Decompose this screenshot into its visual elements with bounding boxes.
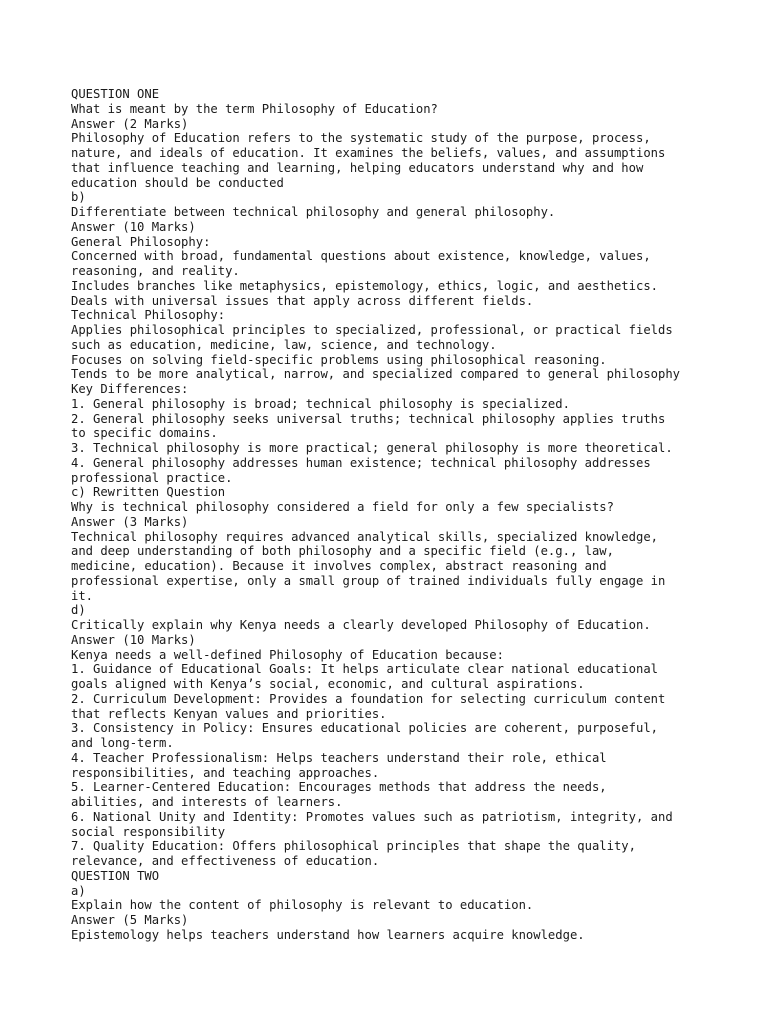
text-line: Key Differences: [71,382,189,396]
text-line: 1. Guidance of Educational Goals: It helps articulate clear national educational [71,662,658,677]
text-line: General Philosophy: [71,234,211,249]
text-line: 4. Teacher Professionalism: Helps teachers understand their role, ethical [71,750,607,765]
text-line: Epistemology helps teachers understand how learners acquire knowledge. [71,927,585,942]
text-line: QUESTION TWO [71,868,160,883]
text-line: Answer (2 Marks) [71,116,189,131]
text-line: responsibilities, and teaching approaches. [71,765,380,780]
text-line: Technical philosophy requires advanced analytical skills, specialized knowledge, [71,529,658,544]
text-line: Explain how the content of philosophy is relevant to education. [71,898,534,913]
text-line: and deep understanding of both philosophy and a specific field (e.g., law, [71,544,614,559]
text-line: social responsibility [71,824,226,839]
text-line: to specific domains. [71,426,218,441]
text-line: relevance, and effectiveness of education. [71,854,380,868]
text-line: Includes branches like metaphysics, epistemology, ethics, logic, and aesthetics. [71,278,658,293]
text-line: Why is technical philosophy considered a field for only a few specialists? [71,500,614,514]
text-line: Answer (5 Marks) [71,913,189,927]
text-line: 7. Quality Education: Offers philosophical principles that shape the quality, [71,839,636,854]
text-line: goals aligned with Kenya’s social, economic, and cultural aspirations. [71,677,585,691]
text-line: 2. General philosophy seeks universal truths; technical philosophy applies truths [71,411,666,426]
text-line: Differentiate between technical philosophy and general philosophy. [71,205,556,219]
text-line: it. [71,588,94,603]
text-line: Kenya needs a well-defined Philosophy of Education because: [71,647,504,662]
text-line: 4. General philosophy addresses human existence; technical philosophy addresses [71,455,651,470]
text-line: 3. Technical philosophy is more practical; general philosophy is more theoretical. [71,441,673,455]
text-line: that reflects Kenyan values and priorities. [71,706,387,721]
text-line: Philosophy of Education refers to the systematic study of the purpose, process, [71,131,651,146]
text-line: Focuses on solving field-specific problems using philosophical reasoning. [71,352,607,367]
text-line: Answer (10 Marks) [71,219,196,234]
text-line: that influence teaching and learning, helping educators understand why and how [71,160,644,175]
text-line: Answer (3 Marks) [71,514,189,529]
text-line: 1. General philosophy is broad; technical philosophy is specialized. [71,396,570,411]
text-line: 5. Learner-Centered Education: Encourages methods that address the needs, [71,780,607,795]
text-line: medicine, education). Because it involves complex, abstract reasoning and [71,559,607,573]
text-line: QUESTION ONE [71,87,160,101]
text-line: abilities, and interests of learners. [71,795,343,809]
text-line: c) Rewritten Question [71,485,226,500]
text-line: 3. Consistency in Policy: Ensures educational policies are coherent, purposeful, [71,721,658,736]
text-line: Answer (10 Marks) [71,632,196,647]
document-body [71,87,711,943]
text-line: Tends to be more analytical, narrow, and specialized compared to general philosophy [71,367,681,382]
text-line: professional practice. [71,470,233,485]
text-line: Technical Philosophy: [71,308,226,323]
text-line: 6. National Unity and Identity: Promotes values such as patriotism, integrity, and [71,809,673,824]
text-line: b) [71,190,86,205]
text-line: d) [71,603,86,618]
text-line: such as education, medicine, law, science, and technology. [71,337,497,352]
text-line: professional expertise, only a small group of trained individuals fully engage in [71,573,666,588]
text-line: Deals with universal issues that apply across different fields. [71,293,534,308]
text-line: Critically explain why Kenya needs a clearly developed Philosophy of Education. [71,618,651,632]
text-line: Applies philosophical principles to specialized, professional, or practical fields [71,323,673,337]
text-line: nature, and ideals of education. It examines the beliefs, values, and assumptions [71,146,666,160]
text-line: Concerned with broad, fundamental questions about existence, knowledge, values, [71,249,651,264]
text-line: and long-term. [71,736,174,750]
text-line: What is meant by the term Philosophy of Education? [71,101,438,116]
text-line: reasoning, and reality. [71,264,240,278]
text-line: a) [71,883,86,898]
text-line: 2. Curriculum Development: Provides a foundation for selecting curriculum content [71,691,666,706]
text-line: education should be conducted [71,175,284,190]
